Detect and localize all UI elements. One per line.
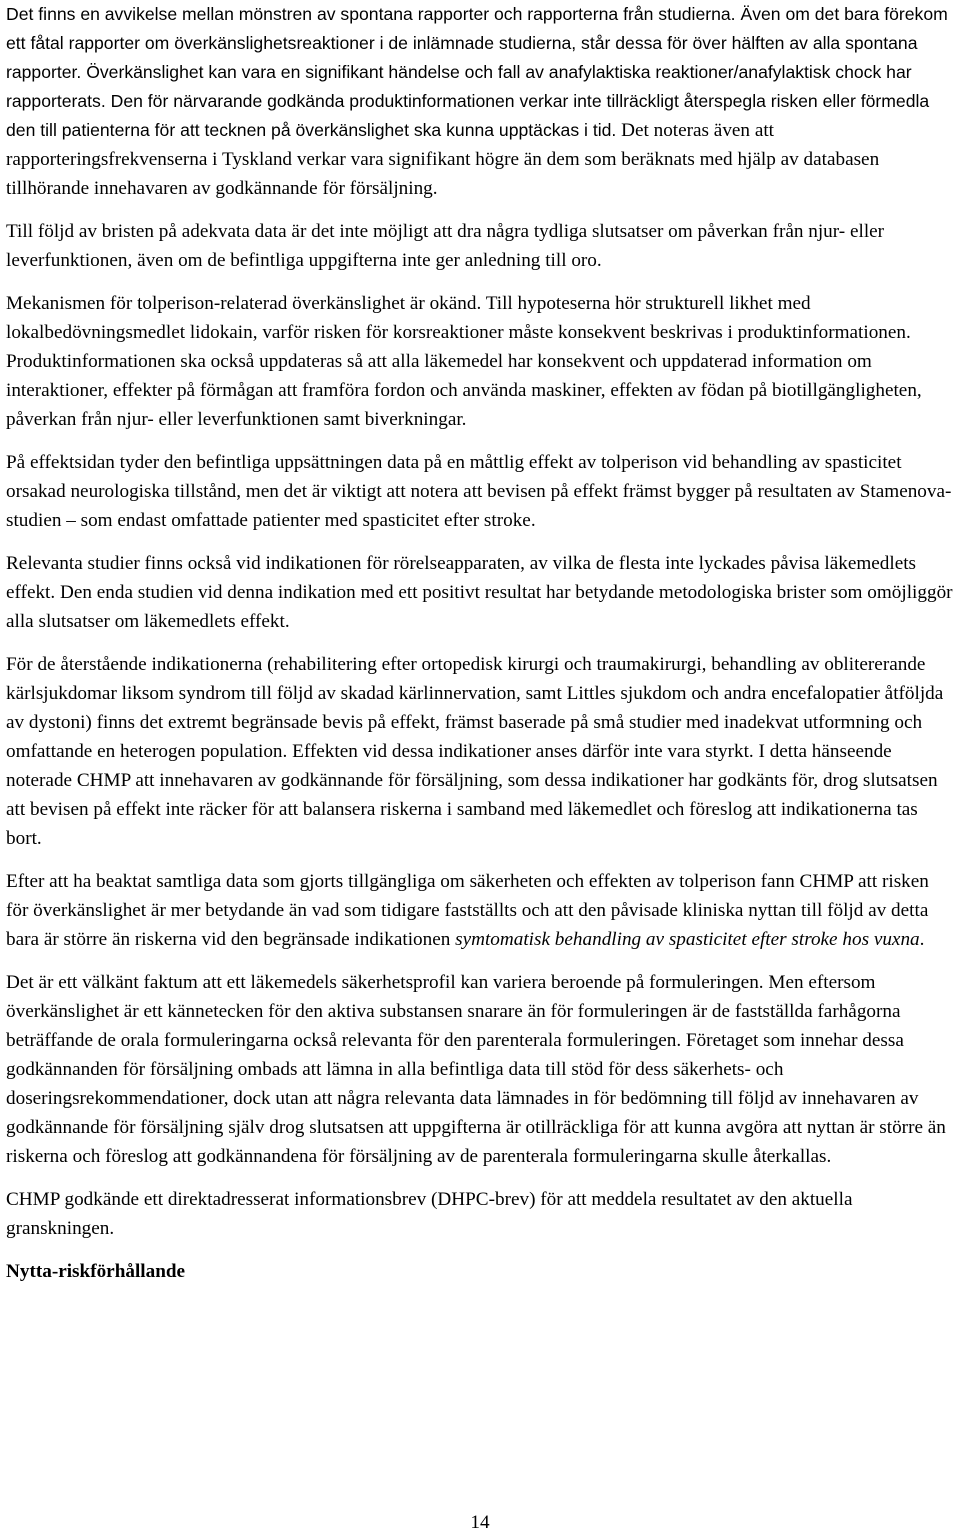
paragraph-text: Efter att ha beaktat samtliga data som gjorts tillgängliga om säkerheten och effekten av tolperison fann CHMP att risken för överkänslighet är mer betydande än vad som tidigare fastställts och att den påvisade kliniska nyttan till följd av detta bara är större än riskerna vid den begränsade indikationen <box>6 871 929 950</box>
paragraph-hypersensitivity-reports <box>6 0 956 203</box>
section-heading: Nytta-riskförhållande <box>6 1261 186 1282</box>
paragraph-sans-segment: Det finns en avvikelse mellan mönstren av spontana rapporter och rapporterna från studierna. Även om det bara förekom ett fåtal rapporter om överkänslighetsreaktioner i de inlämnade studierna, står dessa för över hälften av alla spontana rapporter. Överkänslighet kan vara en signifikant händelse och fall av anafylaktiska reaktioner/anafylaktisk chock har rapporterats. Den för närvarande godkända produktinformationen verkar inte tillräckligt återspegla risken eller förmedla den till patienterna för att tecknen på överkänslighet ska kunna upptäckas i tid. <box>6 4 948 140</box>
paragraph-dhpc-letter: CHMP godkände ett direktadresserat informationsbrev (DHPC-brev) för att meddela resultatet av den aktuella granskningen. <box>6 1189 853 1239</box>
paragraph-serif-segment: Det noteras även att rapporteringsfrekvenserna i Tyskland verkar vara signifikant högre än dem som beräknats med hjälp av databasen tillhörande innehavaren av godkännande för försäljning. <box>6 120 880 199</box>
paragraph-efficacy-spasticity: På effektsidan tyder den befintliga uppsättningen data på en måttlig effekt av tolperison vid behandling av spasticitet orsakad neurologiska tillstånd, men det är viktigt att notera att bevisen på effekt främst bygger på resultaten av Stamenova-studien – som endast omfattade patienter med spasticitet efter stroke. <box>6 452 952 531</box>
paragraph-formulations: Det är ett välkänt faktum att ett läkemedels säkerhetsprofil kan variera beroende på formuleringen. Men eftersom överkänslighet är ett kännetecken för den aktiva substansen snarare än för formuleringen är de fastställda farhågorna beträffande de orala formuleringarna också relevanta för den parenterala formuleringen. Företaget som innehar dessa godkännanden för försäljning ombads att lämna in alla befintliga data till stöd för dess säkerhets- och doseringsrekommendationer, dock utan att några relevanta data lämnades in för bedömning till följd av innehavaren av godkännande för försäljning själv drog slutsatsen att uppgifterna är otillräckliga för att kunna avgöra att nyttan är större än riskerna och föreslog att godkännandena för försäljning av de parenterala formuleringarna skulle återkallas. <box>6 972 946 1167</box>
paragraph-end-punctuation: . <box>919 929 925 950</box>
paragraph-chmp-conclusion <box>6 867 956 954</box>
page-number: 14 <box>470 1512 490 1533</box>
document-page <box>6 0 956 1286</box>
paragraph-renal-hepatic: Till följd av bristen på adekvata data är det inte möjligt att dra några tydliga slutsatser om påverkan från njur- eller leverfunktionen, även om de befintliga uppgifterna inte ger anledning till oro. <box>6 221 885 271</box>
paragraph-mechanism: Mekanismen för tolperison-relaterad överkänslighet är okänd. Till hypoteserna hör strukturell likhet med lokalbedövningsmedlet lidokain, varför risken för korsreaktioner måste konsekvent beskrivas i produktinformationen. Produktinformationen ska också uppdateras så att alla läkemedel har konsekvent och uppdaterad information om interaktioner, effekter på förmågan att framföra fordon och använda maskiner, effekten av födan på biotillgängligheten, påverkan från njur- eller leverfunktionen samt biverkningar. <box>6 293 922 430</box>
paragraph-remaining-indications: För de återstående indikationerna (rehabilitering efter ortopedisk kirurgi och traumakirurgi, behandling av oblitererande kärlsjukdomar liksom syndrom till följd av skadad kärlinnervation, samt Littles sjukdom och andra encefalopatier åtföljda av dystoni) finns det extremt begränsade bevis på effekt, främst baserade på små studier med inadekvat utformning och omfattande en heterogen population. Effekten vid dessa indikationer anses därför inte vara styrkt. I detta hänseende noterade CHMP att innehavaren av godkännande för försäljning, som dessa indikationer har godkänts för, drog slutsatsen att bevisen på effekt inte räcker för att balansera riskerna i samband med läkemedlet och föreslog att indikationerna tas bort. <box>6 654 944 849</box>
paragraph-musculoskeletal-indication: Relevanta studier finns också vid indikationen för rörelseapparaten, av vilka de flesta inte lyckades påvisa läkemedlets effekt. Den enda studien vid denna indikation med ett positivt resultat har betydande metodologiska brister som omöjliggör alla slutsatser om läkemedlets effekt. <box>6 553 953 632</box>
restricted-indication-text: symtomatisk behandling av spasticitet efter stroke hos vuxna <box>455 929 920 950</box>
